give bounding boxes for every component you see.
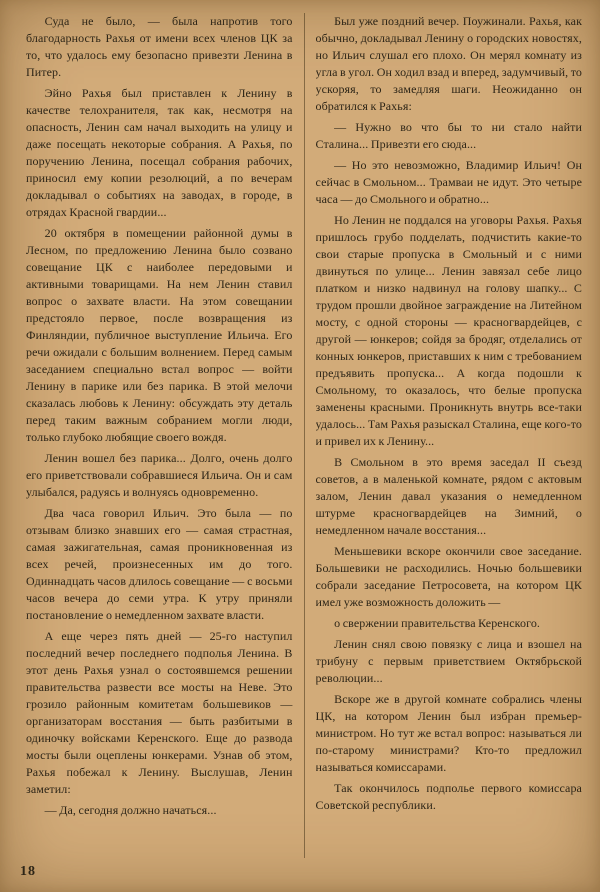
- paragraph: В Смольном в это время заседал II съезд советов, а в маленькой комнате, рядом с актовым залом, Ленин давал указания о немедленном штурме красногвардейцев на Зимний, о немедленном начале восстания...: [315, 455, 582, 537]
- paragraph: Ленин снял свою повязку с лица и взошел на трибуну с первым приветствием Октябрьской революции...: [315, 637, 582, 685]
- paragraph: — Нужно во что бы то ни стало найти Сталина... Привезти его сюда...: [315, 120, 582, 151]
- paragraph: Эйно Рахья был приставлен к Ленину в качестве телохранителя, так как, несмотря на опасность, Ленин сам начал выходить на улицу и даже посещать некоторые собрания. А Рахья, по поручению Ленина, посещал собрания рабочих, приносил ему копии резолюций, а по вечерам докладывал о событиях на заводах, в городе, в отрядах Красной гвардии...: [26, 86, 293, 219]
- paragraph: Ленин вошел без парика... Долго, очень долго его приветствовали собравшиеся Ильича. Он и сам улыбался, радуясь и волнуясь одновременно.: [26, 451, 293, 499]
- paragraph: Но Ленин не поддался на уговоры Рахья. Рахья пришлось грубо подделать, подчистить какие-то свои старые пропуска в Смольный и с ними двинуться по улице... Ленин завязал себе лицо платком и низко надвинул на голову шапку... С трудом прошли двойное заграждение на Литейном мосту, с одной стороны — красногвардейцев, с другой — юнкеров; сойдя за бродяг, отделались от конных юнкеров, приставших к ним с требованием предъявить пропуска... А когда подошли к Смольному, то оказалось, что белые пропуска заменены красными. Проникнуть внутрь все-таки удалось... Там Рахья разыскал Сталина, еще кого-то и привел их к Ленину...: [315, 213, 582, 448]
- paragraph: о свержении правительства Керенского.: [334, 616, 541, 630]
- paragraph: Меньшевики вскоре окончили свое заседание. Большевики не расходились. Ночью большевики собрали заседание Петросовета, на котором ЦК имел уже возможность доложить —: [315, 544, 582, 609]
- text-columns: [26, 13, 582, 858]
- column-divider-rule: [304, 13, 305, 858]
- paragraph: 20 октября в помещении районной думы в Лесном, по предложению Ленина было созвано совещание ЦК с наиболее передовыми и активными товарищами. На нем Ленин ставил вопрос о захвате власти. На этом совещании предстояло первое, после возвращения из Финляндии, публичное выступление Ильича. Его речи ожидали с большим волнением. Перед самым заседанием специально встал вопрос — войти Ленину в парике или без парика. В этой мелочи сказалась любовь к Ленину: обсуждать эту деталь перед таким важным собранием могли люди, только глубоко любящие своего вождя.: [26, 226, 293, 444]
- paragraph: Так окончилось подполье первого комиссара Советской республики.: [315, 781, 582, 812]
- paragraph: — Но это невозможно, Владимир Ильич! Он сейчас в Смольном... Трамваи не идут. Это четыре часа — до Смольного и обратно...: [315, 158, 582, 206]
- paragraph: — Да, сегодня должно начаться...: [44, 803, 217, 817]
- paragraph: Суда не было, — была напротив того благодарность Рахья от имени всех членов ЦК за то, что удалось ему безопасно привезти Ленина в Питер.: [26, 14, 293, 79]
- right-column: [316, 13, 583, 858]
- paragraph: Два часа говорил Ильич. Это была — по отзывам близко знавших его — самая страстная, самая зажигательная, самая проникновенная из всех речей, произнесенных им до того. Одиннадцать часов длилось совещание — с восьми часов вечера до семи утра. К утру приняли постановление о немедленном захвате власти.: [26, 506, 293, 622]
- page-number: 18: [20, 864, 36, 879]
- paragraph: А еще через пять дней — 25-го наступил последний вечер последнего подполья Ленина. В этот день Рахья узнал о состоявшемся решении правительства развести все мосты на Неве. Это грозило районным комитетам большевиков — организаторам восстания — быть разбитыми в одиночку войсками Керенского. Еще до развода мосты были оцеплены юнкерами. Узнав об этом, Рахья побежал к Ленину. Выслушав, Ленин заметил:: [26, 629, 293, 796]
- paragraph: Вскоре же в другой комнате собрались члены ЦК, на котором Ленин был избран премьер-министром. Но тут же встал вопрос: называться ли по-старому министрами? Кто-то предложил называться комиссарами.: [315, 692, 582, 774]
- left-column: [26, 13, 293, 858]
- paragraph: Был уже поздний вечер. Поужинали. Рахья, как обычно, докладывал Ленину о городских новостях, но Ильич слушал его плохо. Он мерял комнату из угла в угол. Он ходил взад и вперед, задумчивый, то ускоряя, то замедляя шаги. Неожиданно он обратился к Рахья:: [315, 14, 582, 113]
